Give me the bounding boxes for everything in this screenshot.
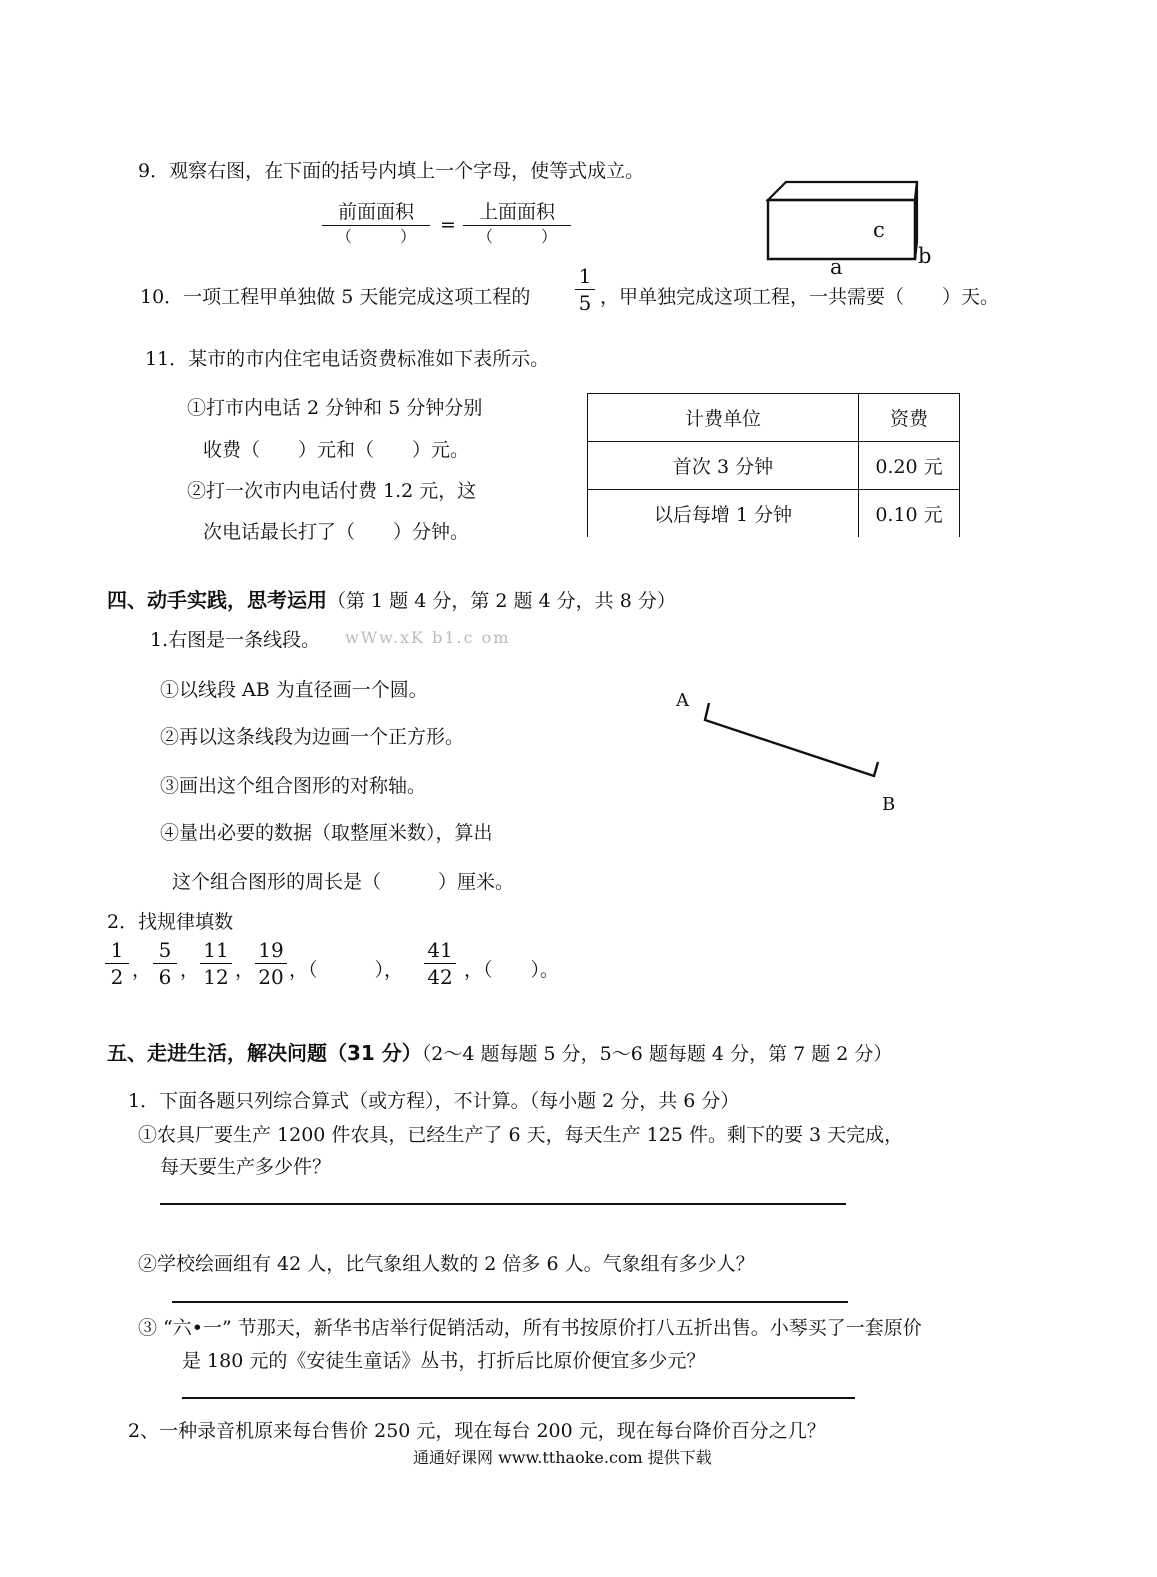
watermark-text: wWw.xK b1.c om xyxy=(345,628,511,647)
s5-p3-line2: 是 180 元的《安徒生童话》丛书，打折后比原价便宜多少元？ xyxy=(182,1350,706,1372)
q9-left-numerator: 前面面积 xyxy=(322,203,430,226)
segment-ab-figure xyxy=(690,695,890,795)
table-row xyxy=(588,442,960,490)
s5-p2: ②学校绘画组有 42 人，比气象组人数的 2 倍多 6 人。气象组有多少人？ xyxy=(138,1253,755,1275)
q9-text: 9．观察右图，在下面的括号内填上一个字母，使等式成立。 xyxy=(138,160,645,182)
q10-fraction xyxy=(575,266,595,313)
q10-suffix: ，甲单独完成这项工程，一共需要（ ）天。 xyxy=(600,286,1000,308)
seq-num: 1 xyxy=(105,940,129,964)
seq-num: 41 xyxy=(424,940,456,964)
table-cell: 0.10 元 xyxy=(859,490,960,538)
section5-score: （2～4 题每题 5 分，5～6 题每题 4 分，第 7 题 2 分） xyxy=(421,1043,893,1065)
s4-step-3: ③画出这个组合图形的对称轴。 xyxy=(160,775,427,797)
seq-num: 11 xyxy=(200,940,232,964)
seq-fraction xyxy=(153,940,177,987)
s5-p3-line1: ③ “六•一” 节那天，新华书店举行促销活动，所有书按原价打八五折出售。小琴买了一套原价 xyxy=(138,1317,922,1339)
seq-blank-2: ，（ ）。 xyxy=(464,959,560,981)
q11-part2-line2: 次电话最长打了（ ）分钟。 xyxy=(203,521,470,543)
table-cell: 以后每增 1 分钟 xyxy=(588,490,859,538)
answer-line-1 xyxy=(160,1203,846,1205)
section5-heading xyxy=(107,1037,892,1066)
s5-p1-line2: 每天要生产多少件？ xyxy=(160,1156,332,1178)
seq-fraction xyxy=(424,940,456,987)
seq-blank-1: ，（ ）， xyxy=(289,959,404,981)
seq-fraction xyxy=(200,940,232,987)
q9-right-fraction xyxy=(463,203,571,245)
answer-line-2 xyxy=(172,1301,848,1303)
seq-den: 6 xyxy=(158,965,172,989)
section5-title: 五、走进生活，解决问题（31 分） xyxy=(107,1041,422,1065)
cuboid-label-a: a xyxy=(830,255,843,279)
seq-den: 42 xyxy=(427,965,453,989)
s5-p1-line1: ①农具厂要生产 1200 件农具，已经生产了 6 天，每天生产 125 件。剩下的要 3 天完成， xyxy=(138,1124,904,1146)
q11-text: 11．某市的市内住宅电话资费标准如下表所示。 xyxy=(145,348,550,370)
seq-num: 19 xyxy=(255,940,287,964)
table-cell: 首次 3 分钟 xyxy=(588,442,859,490)
seq-den: 12 xyxy=(203,965,229,989)
section4-heading xyxy=(107,584,676,613)
fee-table xyxy=(587,393,960,537)
cuboid-label-b: b xyxy=(918,244,932,268)
seq-separator: ， xyxy=(132,959,152,981)
seq-fraction xyxy=(105,940,129,987)
table-cell: 0.20 元 xyxy=(859,442,960,490)
seq-separator: ， xyxy=(180,959,200,981)
s4-q2-text: 2．找规律填数 xyxy=(107,911,234,933)
answer-line-3 xyxy=(182,1397,855,1399)
q11-part1-line2: 收费（ ）元和（ ）元。 xyxy=(203,439,470,461)
section4-title: 四、动手实践，思考运用 xyxy=(107,588,327,612)
seq-separator: ， xyxy=(235,959,255,981)
table-row xyxy=(588,490,960,538)
page-footer: 通通好课网 www.tthaoke.com 提供下载 xyxy=(413,1448,712,1467)
cuboid-label-c: c xyxy=(873,218,885,242)
s5-q2-text: 2、一种录音机原来每台售价 250 元，现在每台 200 元，现在每台降价百分之几？ xyxy=(128,1420,826,1442)
point-b-label: B xyxy=(882,794,896,815)
seq-num: 5 xyxy=(153,940,177,964)
table-header-cell: 资费 xyxy=(859,394,960,442)
s4-step-4: ④量出必要的数据（取整厘米数），算出 xyxy=(160,822,493,844)
q10-frac-num: 1 xyxy=(575,266,595,290)
s4-step-2: ②再以这条线段为边画一个正方形。 xyxy=(160,726,465,748)
q9-right-numerator: 上面面积 xyxy=(463,203,571,226)
q11-part2-line1: ②打一次市内电话付费 1.2 元，这 xyxy=(187,480,477,502)
q10-frac-den: 5 xyxy=(578,291,592,315)
q11-part1-line1: ①打市内电话 2 分钟和 5 分钟分别 xyxy=(187,397,483,419)
point-a-label: A xyxy=(676,690,689,711)
s4-q1-text: 1.右图是一条线段。 xyxy=(150,629,321,651)
s5-q1-text: 1．下面各题只列综合算式（或方程），不计算。（每小题 2 分，共 6 分） xyxy=(128,1090,740,1112)
q9-left-fraction xyxy=(322,203,430,245)
q10-prefix: 10．一项工程甲单独做 5 天能完成这项工程的 xyxy=(140,286,531,308)
q9-equals: = xyxy=(440,214,456,236)
seq-den: 2 xyxy=(110,965,124,989)
s4-step-4-cont: 这个组合图形的周长是（ ）厘米。 xyxy=(172,871,515,893)
seq-den: 20 xyxy=(258,965,284,989)
section4-score: （第 1 题 4 分，第 2 题 4 分，共 8 分） xyxy=(327,590,676,612)
s4-step-1: ①以线段 AB 为直径画一个圆。 xyxy=(160,679,428,701)
q9-right-denominator: （ ） xyxy=(476,227,557,246)
table-header-row xyxy=(588,394,960,442)
table-header-cell: 计费单位 xyxy=(588,394,859,442)
q9-left-denominator: （ ） xyxy=(335,227,416,246)
seq-fraction xyxy=(255,940,287,987)
